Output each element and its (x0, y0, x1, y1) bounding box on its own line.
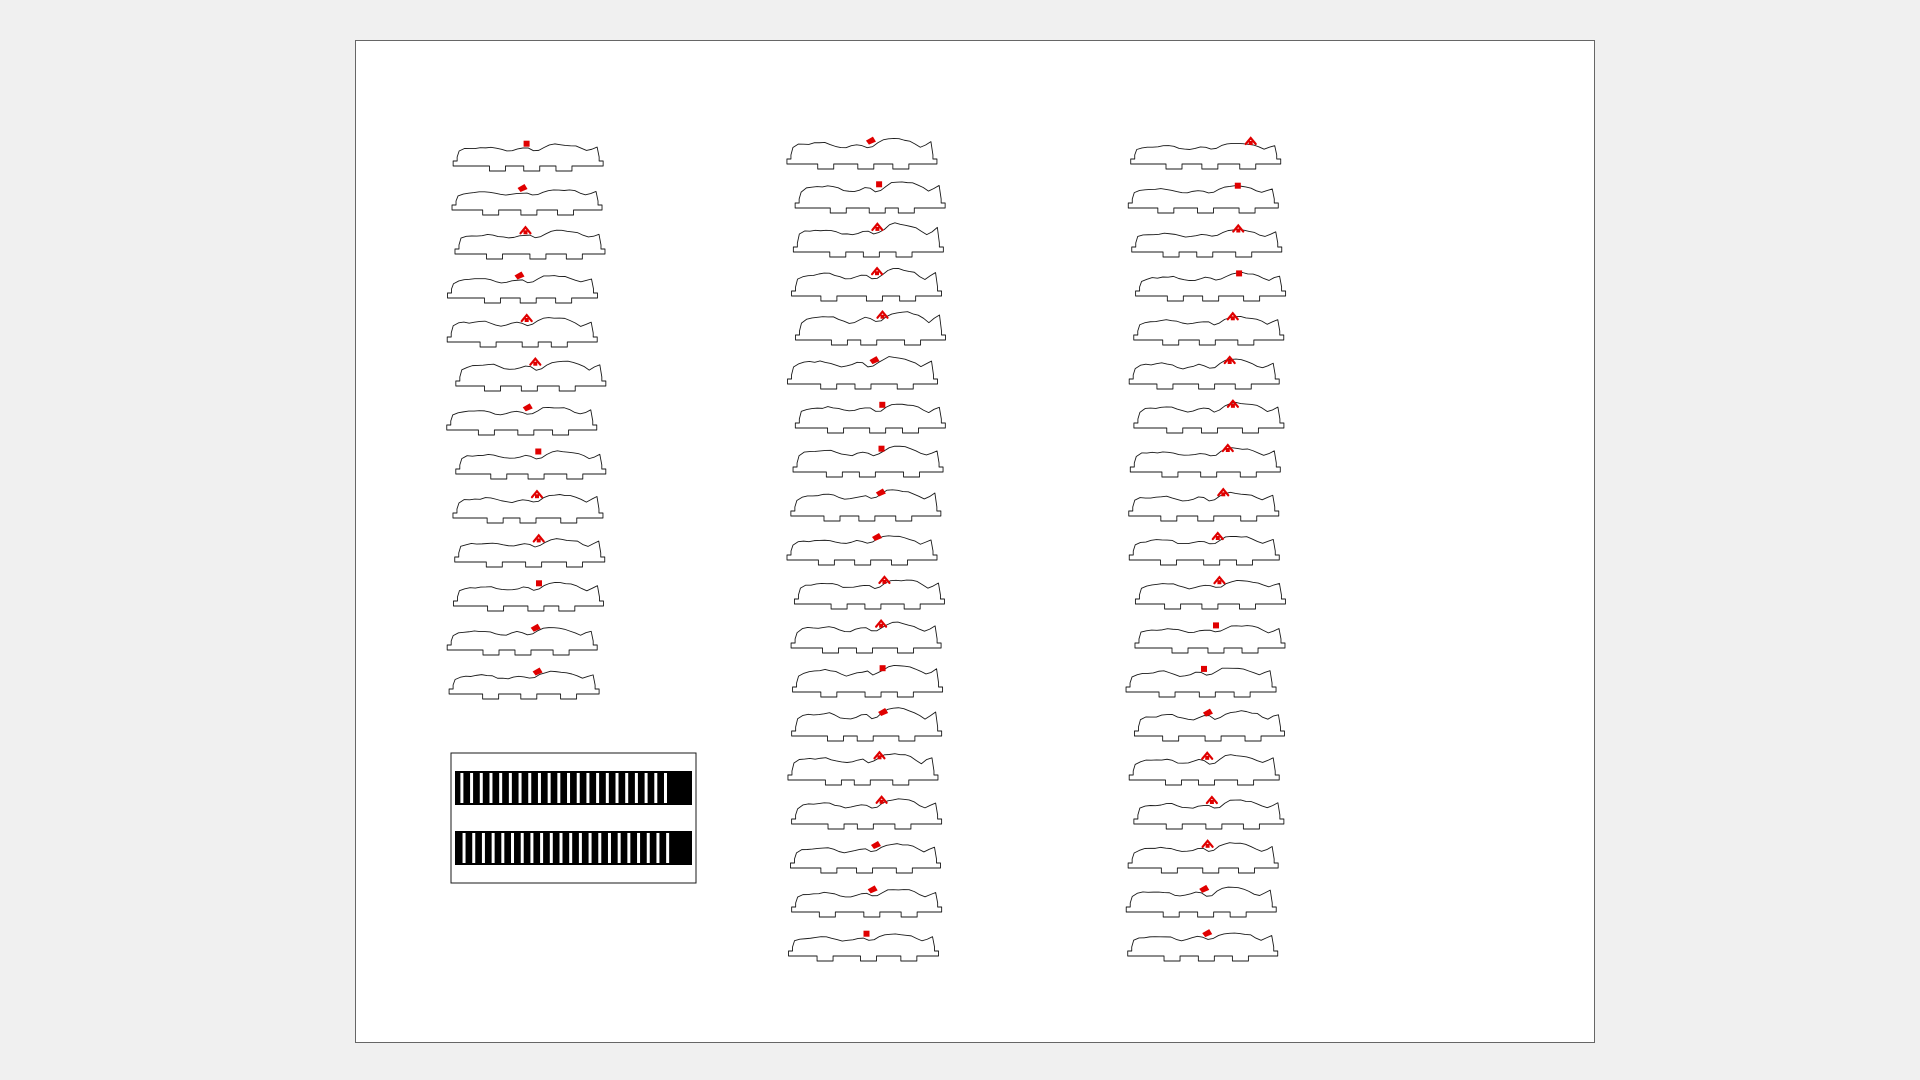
event-marker (532, 491, 542, 498)
event-marker (1228, 313, 1238, 320)
raster-row-1 (455, 771, 692, 805)
waveform-trace[interactable] (795, 312, 945, 345)
waveform-trace[interactable] (1128, 841, 1278, 873)
event-marker (534, 535, 544, 542)
waveform-trace[interactable] (447, 624, 597, 655)
event-marker (877, 797, 887, 804)
waveform-trace[interactable] (1132, 226, 1282, 257)
waveform-trace[interactable] (447, 403, 597, 435)
waveform-trace[interactable] (1134, 797, 1284, 829)
waveform-trace[interactable] (1135, 577, 1285, 609)
waveform-trace[interactable] (1129, 533, 1279, 565)
event-marker (535, 449, 541, 455)
waveform-trace[interactable] (1136, 270, 1286, 301)
waveform-trace[interactable] (1126, 666, 1276, 697)
event-marker (868, 885, 878, 893)
waveform-trace[interactable] (1128, 183, 1278, 213)
event-marker (879, 446, 885, 452)
event-marker (876, 488, 886, 496)
waveform-trace[interactable] (1126, 885, 1276, 917)
event-marker (1233, 226, 1243, 233)
waveform-trace[interactable] (452, 184, 602, 215)
waveform-trace[interactable] (1134, 401, 1284, 433)
event-marker (864, 931, 870, 937)
waveform-trace[interactable] (1134, 313, 1284, 345)
waveform-trace[interactable] (787, 137, 937, 169)
waveform-trace[interactable] (455, 535, 605, 567)
waveform-trace[interactable] (790, 841, 940, 873)
event-marker (1213, 533, 1223, 540)
event-marker (514, 272, 524, 280)
waveform-trace[interactable] (456, 359, 606, 391)
waveform-trace[interactable] (788, 356, 938, 389)
waveform-trace[interactable] (455, 227, 605, 259)
trace-column-3 (1126, 138, 1286, 961)
waveform-trace[interactable] (793, 446, 943, 477)
event-marker (1214, 577, 1224, 584)
event-marker (522, 315, 532, 322)
waveform-canvas[interactable] (356, 41, 1594, 1042)
waveform-trace[interactable] (1130, 445, 1280, 477)
event-marker (1201, 666, 1207, 672)
event-marker (1202, 929, 1212, 937)
event-marker (1218, 489, 1228, 496)
waveform-trace[interactable] (1129, 489, 1279, 521)
event-marker (523, 403, 533, 411)
event-marker (874, 752, 884, 759)
waveform-trace[interactable] (456, 449, 606, 480)
event-marker (880, 665, 886, 671)
event-marker (872, 533, 882, 541)
waveform-trace[interactable] (447, 315, 597, 347)
waveform-trace[interactable] (794, 577, 944, 609)
waveform-trace[interactable] (787, 533, 937, 565)
waveform-trace[interactable] (791, 488, 941, 521)
waveform-trace[interactable] (793, 665, 943, 697)
waveform-trace[interactable] (1129, 357, 1279, 389)
waveform-trace[interactable] (788, 752, 938, 785)
event-marker (872, 224, 882, 231)
event-marker (877, 312, 887, 319)
event-marker (520, 227, 530, 234)
waveform-trace[interactable] (792, 708, 942, 741)
waveform-trace[interactable] (453, 491, 603, 523)
event-marker (1225, 357, 1235, 364)
figure-sheet (355, 40, 1595, 1043)
event-marker (879, 402, 885, 408)
event-marker (530, 359, 540, 366)
event-marker (524, 141, 530, 147)
event-marker (876, 181, 882, 187)
event-marker (1203, 841, 1213, 848)
raster-row-2 (455, 831, 692, 865)
event-marker (872, 268, 882, 275)
event-marker (879, 577, 889, 584)
waveform-trace[interactable] (792, 885, 942, 917)
waveform-trace[interactable] (792, 797, 942, 829)
trace-column-1 (447, 141, 606, 699)
waveform-trace[interactable] (453, 141, 603, 171)
waveform-trace[interactable] (793, 223, 943, 257)
waveform-trace[interactable] (1128, 929, 1278, 961)
event-marker (1213, 622, 1219, 628)
trace-column-2 (787, 137, 946, 961)
event-marker (1199, 885, 1209, 893)
event-marker (536, 580, 542, 586)
waveform-trace[interactable] (792, 268, 942, 301)
waveform-trace[interactable] (453, 580, 603, 611)
waveform-trace[interactable] (1131, 138, 1281, 169)
event-marker (518, 184, 528, 192)
waveform-trace[interactable] (791, 621, 941, 653)
event-marker (1228, 401, 1238, 408)
waveform-trace[interactable] (795, 181, 945, 213)
waveform-trace[interactable] (1135, 622, 1285, 653)
event-marker (866, 137, 876, 145)
waveform-trace[interactable] (789, 931, 939, 961)
waveform-trace[interactable] (1129, 753, 1279, 785)
waveform-trace[interactable] (1134, 709, 1284, 741)
raster-panel (451, 753, 696, 883)
event-marker (1235, 183, 1241, 189)
event-marker (1202, 753, 1212, 760)
waveform-trace[interactable] (449, 668, 599, 699)
event-marker (1236, 270, 1242, 276)
waveform-trace[interactable] (795, 402, 945, 433)
event-marker (1207, 797, 1217, 804)
event-marker (871, 841, 881, 849)
plot-area[interactable] (356, 41, 1594, 1042)
event-marker (1223, 445, 1233, 452)
waveform-trace[interactable] (448, 272, 598, 303)
